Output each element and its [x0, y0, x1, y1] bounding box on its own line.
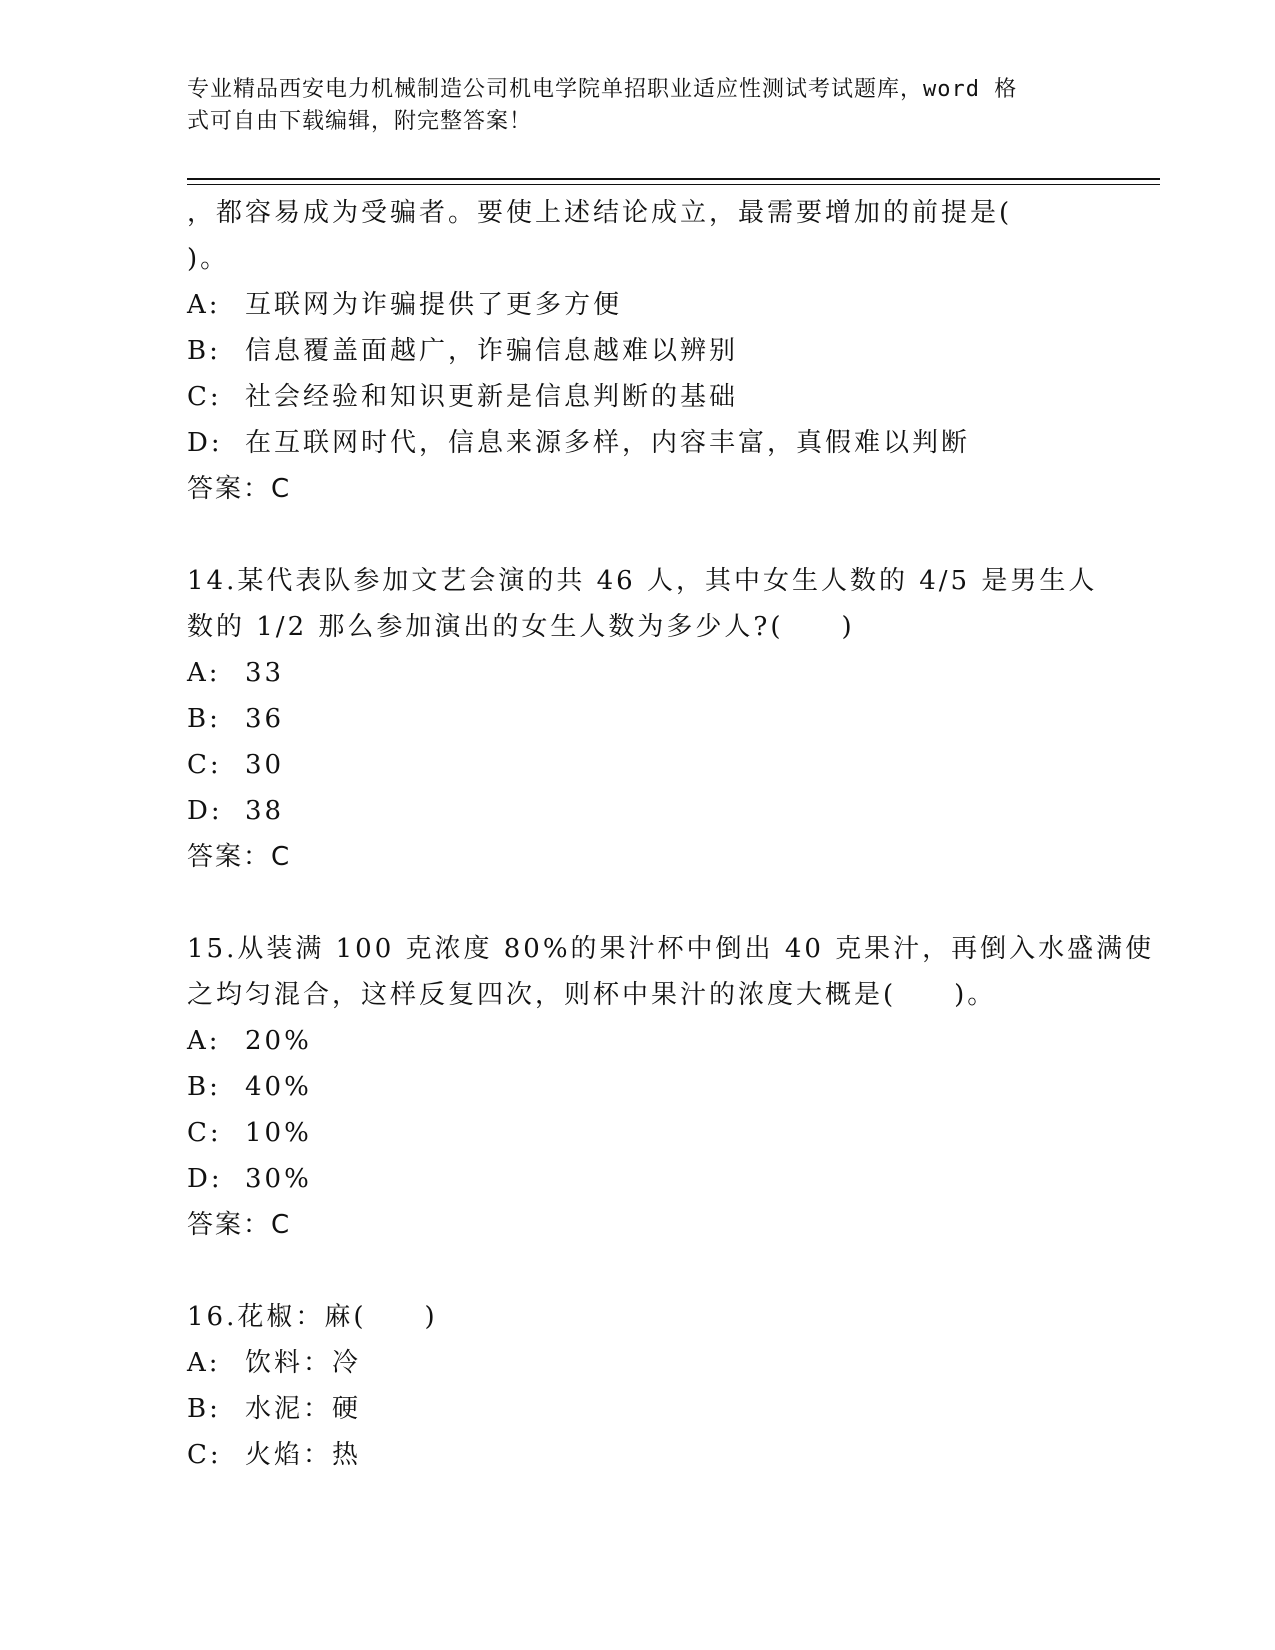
option-text: 30	[245, 750, 285, 780]
option-letter: B:	[187, 704, 221, 734]
option-b	[187, 1064, 1147, 1110]
option-text: 36	[245, 704, 285, 734]
option-a	[187, 1340, 1147, 1386]
option-d	[187, 788, 1147, 834]
option-text: 火焰：热	[245, 1440, 362, 1470]
option-b	[187, 696, 1147, 742]
header-title-line2: 式可自由下载编辑，附完整答案！	[187, 109, 533, 134]
option-letter: C:	[187, 1118, 222, 1148]
option-letter: A:	[187, 290, 221, 320]
option-letter: A:	[187, 1348, 221, 1378]
option-letter: D:	[187, 428, 223, 458]
option-letter: D:	[187, 796, 223, 826]
option-d	[187, 420, 1147, 466]
option-letter: D:	[187, 1164, 223, 1194]
question-14	[187, 558, 1147, 880]
option-letter: A:	[187, 1026, 221, 1056]
option-a	[187, 282, 1147, 328]
option-letter: B:	[187, 1072, 221, 1102]
option-text: 20%	[245, 1026, 312, 1056]
option-letter: B:	[187, 336, 221, 366]
question-stem-line: 15.从装满 100 克浓度 80%的果汁杯中倒出 40 克果汁，再倒入水盛满使	[187, 934, 1155, 964]
option-text: 信息覆盖面越广，诈骗信息越难以辨别	[245, 336, 739, 366]
question-stem-line: 数的 1/2 那么参加演出的女生人数为多少人?( )	[187, 612, 855, 642]
option-c	[187, 1110, 1147, 1156]
option-a	[187, 650, 1147, 696]
header-title-line1: 专业精品西安电力机械制造公司机电学院单招职业适应性测试考试题库，word 格	[187, 77, 1018, 102]
question-stem-line: 14.某代表队参加文艺会演的共 46 人，其中女生人数的 4/5 是男生人	[187, 566, 1098, 596]
spacer	[187, 512, 1147, 558]
option-c	[187, 742, 1147, 788]
question-stem-line: 16.花椒：麻( )	[187, 1302, 438, 1332]
option-text: 38	[245, 796, 285, 826]
answer-line: 答案：C	[187, 842, 292, 872]
question-stem-line: 之均匀混合，这样反复四次，则杯中果汁的浓度大概是( )。	[187, 980, 997, 1010]
option-text: 社会经验和知识更新是信息判断的基础	[245, 382, 739, 412]
header-divider-thick	[187, 178, 1160, 180]
option-letter: B:	[187, 1394, 221, 1424]
question-15	[187, 926, 1155, 1248]
question-list	[187, 190, 1155, 1478]
option-b	[187, 1386, 1147, 1432]
question-stem-line: ，都容易成为受骗者。要使上述结论成立，最需要增加的前提是(	[187, 198, 1013, 228]
spacer	[187, 1248, 1147, 1294]
option-text: 33	[245, 658, 285, 688]
option-text: 10%	[245, 1118, 312, 1148]
option-text: 互联网为诈骗提供了更多方便	[245, 290, 623, 320]
spacer	[187, 880, 1147, 926]
question-stem-line: )。	[187, 244, 230, 274]
option-text: 30%	[245, 1164, 312, 1194]
option-letter: A:	[187, 658, 221, 688]
question-13	[187, 190, 1147, 512]
option-letter: C:	[187, 750, 222, 780]
document-header	[187, 74, 1087, 138]
option-b	[187, 328, 1147, 374]
option-text: 饮料：冷	[245, 1348, 362, 1378]
answer-line: 答案：C	[187, 474, 292, 504]
option-letter: C:	[187, 1440, 222, 1470]
option-text: 40%	[245, 1072, 312, 1102]
option-c	[187, 374, 1147, 420]
answer-line: 答案：C	[187, 1210, 292, 1240]
option-text: 在互联网时代，信息来源多样，内容丰富，真假难以判断	[245, 428, 971, 458]
option-text: 水泥：硬	[245, 1394, 362, 1424]
option-d	[187, 1156, 1147, 1202]
option-c	[187, 1432, 1147, 1478]
option-a	[187, 1018, 1147, 1064]
header-divider-thin	[187, 184, 1160, 185]
option-letter: C:	[187, 382, 222, 412]
question-16	[187, 1294, 1147, 1478]
